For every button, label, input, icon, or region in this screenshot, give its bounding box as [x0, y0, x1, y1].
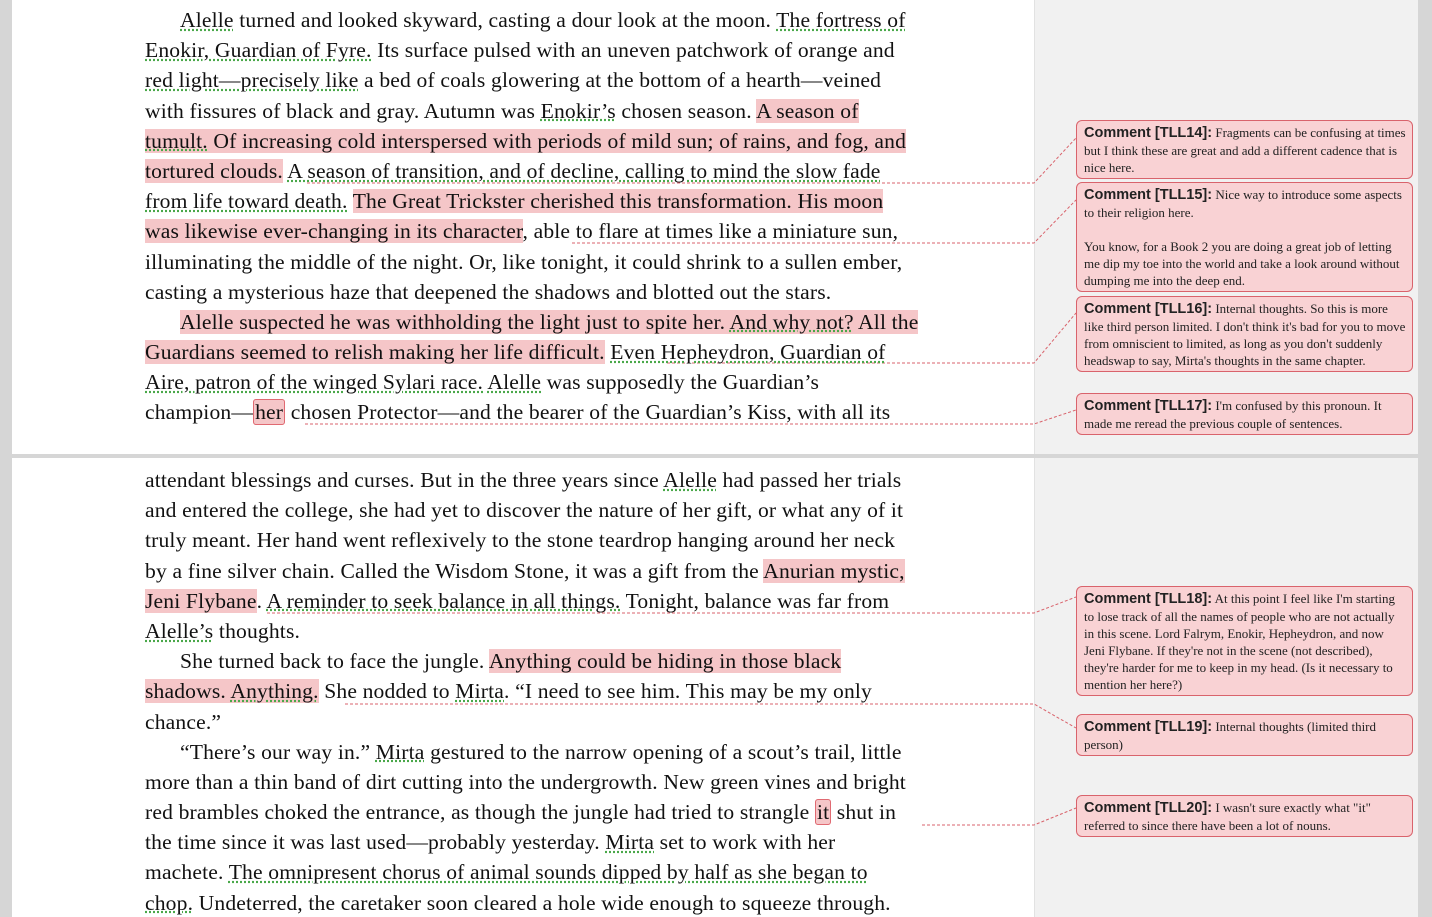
- comment-balloon[interactable]: [1076, 120, 1413, 179]
- spelling-flagged-text: Even Hepheydron, Guardian of: [610, 340, 886, 365]
- text-run: turned and looked skyward, casting a dour look at the moon.: [233, 8, 777, 32]
- text-line: [145, 307, 918, 337]
- commented-text[interactable]: Jeni Flybane: [145, 588, 257, 613]
- spelling-flagged-text: Alelle: [663, 468, 717, 492]
- spelling-flagged-text: A season of transition, and of decline, calling to mind the slow fade: [287, 158, 881, 183]
- commented-text[interactable]: it: [816, 800, 830, 825]
- commented-text[interactable]: shadows.: [145, 679, 231, 704]
- text-run: by a fine silver chain. Called the Wisdom Stone, it was a gift from the: [145, 558, 764, 583]
- comment-balloon[interactable]: [1076, 393, 1413, 435]
- text-run: , able to flare at times like a miniature sun,: [522, 219, 899, 244]
- commented-text[interactable]: was likewise ever-changing in its character: [145, 219, 523, 244]
- commented-text[interactable]: Guardians seemed to relish making her life difficult.: [145, 340, 605, 365]
- text-run: attendant blessings and curses. But in the three years since: [145, 468, 664, 492]
- manuscript-text[interactable]: [145, 465, 906, 917]
- spelling-flagged-text: chop.: [145, 890, 194, 915]
- spelling-flagged-text: Alelle: [487, 370, 542, 395]
- text-run: . “I need to see him. This may be my only: [504, 679, 872, 704]
- comment-text: Nice way to introduce some aspects to their religion here.: [1084, 187, 1402, 220]
- text-run: the time since it was last used—probably yesterday.: [145, 830, 606, 855]
- comment-balloon[interactable]: [1076, 714, 1413, 756]
- text-run: machete.: [145, 860, 229, 885]
- commented-text[interactable]: Of increasing cold interspersed with periods of mild sun; of rains, and fog, and: [207, 128, 907, 153]
- commented-text[interactable]: Anurian mystic,: [763, 558, 905, 583]
- spelling-flagged-text: red light—precisely like: [145, 68, 359, 93]
- text-line: [145, 888, 906, 917]
- commented-text[interactable]: All the: [853, 309, 919, 334]
- text-line: [145, 676, 906, 706]
- comment-id: Comment [TLL20]:: [1084, 800, 1213, 816]
- comment-paragraph: [1084, 124, 1406, 176]
- commented-text[interactable]: Alelle suspected he was withholding the light just to spite her.: [180, 309, 730, 334]
- text-run: set to work with her: [654, 830, 836, 855]
- text-run: She turned back to face the jungle.: [180, 649, 489, 674]
- text-line: [145, 586, 906, 616]
- comment-text: I wasn't sure exactly what "it" referred to since there have been a lot of nouns.: [1084, 800, 1371, 833]
- text-run: gestured to the narrow opening of a scout’s trail, little: [424, 739, 902, 764]
- spelling-flagged-text: A reminder to seek balance in all things.: [266, 588, 621, 613]
- comment-text: Internal thoughts (limited third person): [1084, 719, 1377, 752]
- comment-balloon[interactable]: [1076, 586, 1413, 696]
- text-run: a bed of coals glowering at the bottom of a hearth—veined: [358, 68, 882, 93]
- text-line: [145, 186, 918, 216]
- commented-text[interactable]: The Great Trickster cherished this transformation. His moon: [352, 189, 884, 214]
- text-run: chosen Protector—and the bearer of the Guardian’s Kiss, with all its: [285, 400, 891, 425]
- text-run: with fissures of black and gray. Autumn was: [145, 98, 541, 123]
- text-line: [145, 556, 906, 586]
- text-line: [145, 337, 918, 367]
- text-line: [145, 277, 918, 307]
- commented-text[interactable]: Anything.: [230, 679, 319, 704]
- text-run: illuminating the middle of the night. Or, like tonight, it could shrink to a sullen ember,: [145, 249, 903, 274]
- text-line: [145, 707, 906, 737]
- text-line: [145, 616, 906, 646]
- commented-text[interactable]: her: [255, 400, 284, 425]
- text-run: Its surface pulsed with an uneven patchwork of orange and: [371, 38, 895, 63]
- text-run: had passed her trials: [716, 468, 902, 492]
- comment-paragraph: [1084, 300, 1406, 369]
- text-line: [145, 857, 906, 887]
- text-line: [145, 96, 918, 126]
- text-run: Undeterred, the caretaker soon cleared a hole wide enough to squeeze through.: [193, 890, 891, 915]
- comment-text: Internal thoughts. So this is more like third person limited. I don't think it's bad for you to move from omniscient to limited, as long as you don't suddenly headswap to say, Mirta's thoughts in the same chapter.: [1084, 301, 1406, 368]
- commented-text[interactable]: tumult.: [145, 128, 208, 153]
- comment-id: Comment [TLL17]:: [1084, 398, 1213, 414]
- text-line: [145, 65, 918, 95]
- comment-balloon[interactable]: [1076, 296, 1413, 372]
- comment-id: Comment [TLL19]:: [1084, 719, 1213, 735]
- comment-paragraph: [1084, 799, 1406, 834]
- comment-paragraph: [1084, 397, 1406, 432]
- text-line: [145, 465, 906, 495]
- text-run: red brambles choked the entrance, as though the jungle had tried to strangle: [145, 800, 815, 825]
- comment-id: Comment [TLL16]:: [1084, 301, 1213, 317]
- text-run: was supposedly the Guardian’s: [541, 370, 820, 395]
- text-line: [145, 5, 918, 35]
- comment-text: Fragments can be confusing at times but I think these are great and add a different cadence that is nice here.: [1084, 125, 1406, 175]
- text-run: more than a thin band of dirt cutting into the undergrowth. New green vines and bright: [145, 769, 906, 794]
- text-run: “There’s our way in.”: [180, 739, 376, 764]
- text-run: thoughts.: [213, 618, 301, 643]
- commented-text[interactable]: A season of: [756, 98, 859, 123]
- comment-id: Comment [TLL18]:: [1084, 591, 1213, 607]
- spelling-flagged-text: Alelle: [180, 8, 234, 32]
- text-run: casting a mysterious haze that deepened the shadows and blotted out the stars.: [145, 279, 832, 304]
- document-page-1: [12, 0, 1418, 454]
- text-run: [348, 189, 353, 213]
- text-run: truly meant. Her hand went reflexively to the stone teardrop hanging around her neck: [145, 528, 896, 553]
- manuscript-text[interactable]: [145, 5, 918, 428]
- text-run: shut in: [831, 800, 897, 825]
- spelling-flagged-text: Aire, patron of the winged Sylari race.: [145, 370, 484, 395]
- text-run: She nodded to: [318, 679, 456, 704]
- text-line: [145, 495, 906, 525]
- comment-paragraph: [1084, 718, 1406, 753]
- text-run: and entered the college, she had yet to discover the nature of her gift, or what any of it: [145, 498, 904, 523]
- comment-text: At this point I feel like I'm starting to lose track of all the names of people who are not actually in this scene. Lord Falrym, Enokir, Hepheydron, and now Jeni Flybane. If they're not in the scene (not described), they're harder for me to keep in my head. (Is it necessary to mention her here?): [1084, 591, 1395, 692]
- comment-balloon[interactable]: [1076, 182, 1413, 292]
- text-line: [145, 35, 918, 65]
- comment-balloon[interactable]: [1076, 795, 1413, 837]
- text-line: [145, 126, 918, 156]
- text-line: [145, 367, 918, 397]
- comment-paragraph: [1084, 238, 1406, 289]
- text-line: [145, 525, 906, 555]
- text-line: [145, 797, 906, 827]
- text-run: Tonight, balance was far from: [620, 588, 890, 613]
- comment-paragraph: [1084, 590, 1406, 693]
- commented-text[interactable]: And why not?: [729, 309, 854, 334]
- text-line: [145, 397, 918, 427]
- spelling-flagged-text: Mirta: [455, 679, 505, 704]
- text-line: [145, 156, 918, 186]
- text-line: [145, 646, 906, 676]
- commented-text[interactable]: tortured clouds.: [145, 158, 283, 183]
- comment-paragraph: [1084, 186, 1406, 221]
- spelling-flagged-text: The omnipresent chorus of animal sounds dipped by half as she began to: [228, 860, 868, 885]
- text-line: [145, 247, 918, 277]
- spelling-flagged-text: Enokir, Guardian of Fyre.: [145, 38, 372, 63]
- comment-text: I'm confused by this pronoun. It made me reread the previous couple of sentences.: [1084, 398, 1382, 431]
- text-run: champion—: [145, 400, 254, 425]
- text-line: [145, 767, 906, 797]
- text-run: .: [256, 588, 267, 613]
- document-page-2: [12, 458, 1418, 917]
- spelling-flagged-text: Mirta: [605, 830, 655, 855]
- text-run: chosen season.: [615, 98, 757, 123]
- spelling-flagged-text: from life toward death.: [145, 189, 348, 214]
- comment-id: Comment [TLL15]:: [1084, 187, 1213, 203]
- comment-id: Comment [TLL14]:: [1084, 125, 1213, 141]
- text-line: [145, 827, 906, 857]
- comment-text: You know, for a Book 2 you are doing a great job of letting me dip my toe into the world and take a look around without dumping me into the deep end.: [1084, 239, 1400, 288]
- text-line: [145, 216, 918, 246]
- spelling-flagged-text: Mirta: [375, 739, 425, 764]
- text-run: chance.”: [145, 709, 222, 734]
- spelling-flagged-text: The fortress of: [776, 8, 906, 32]
- text-line: [145, 737, 906, 767]
- spelling-flagged-text: Enokir’s: [540, 98, 616, 123]
- commented-text[interactable]: Anything could be hiding in those black: [488, 649, 842, 674]
- spelling-flagged-text: Alelle’s: [145, 618, 214, 643]
